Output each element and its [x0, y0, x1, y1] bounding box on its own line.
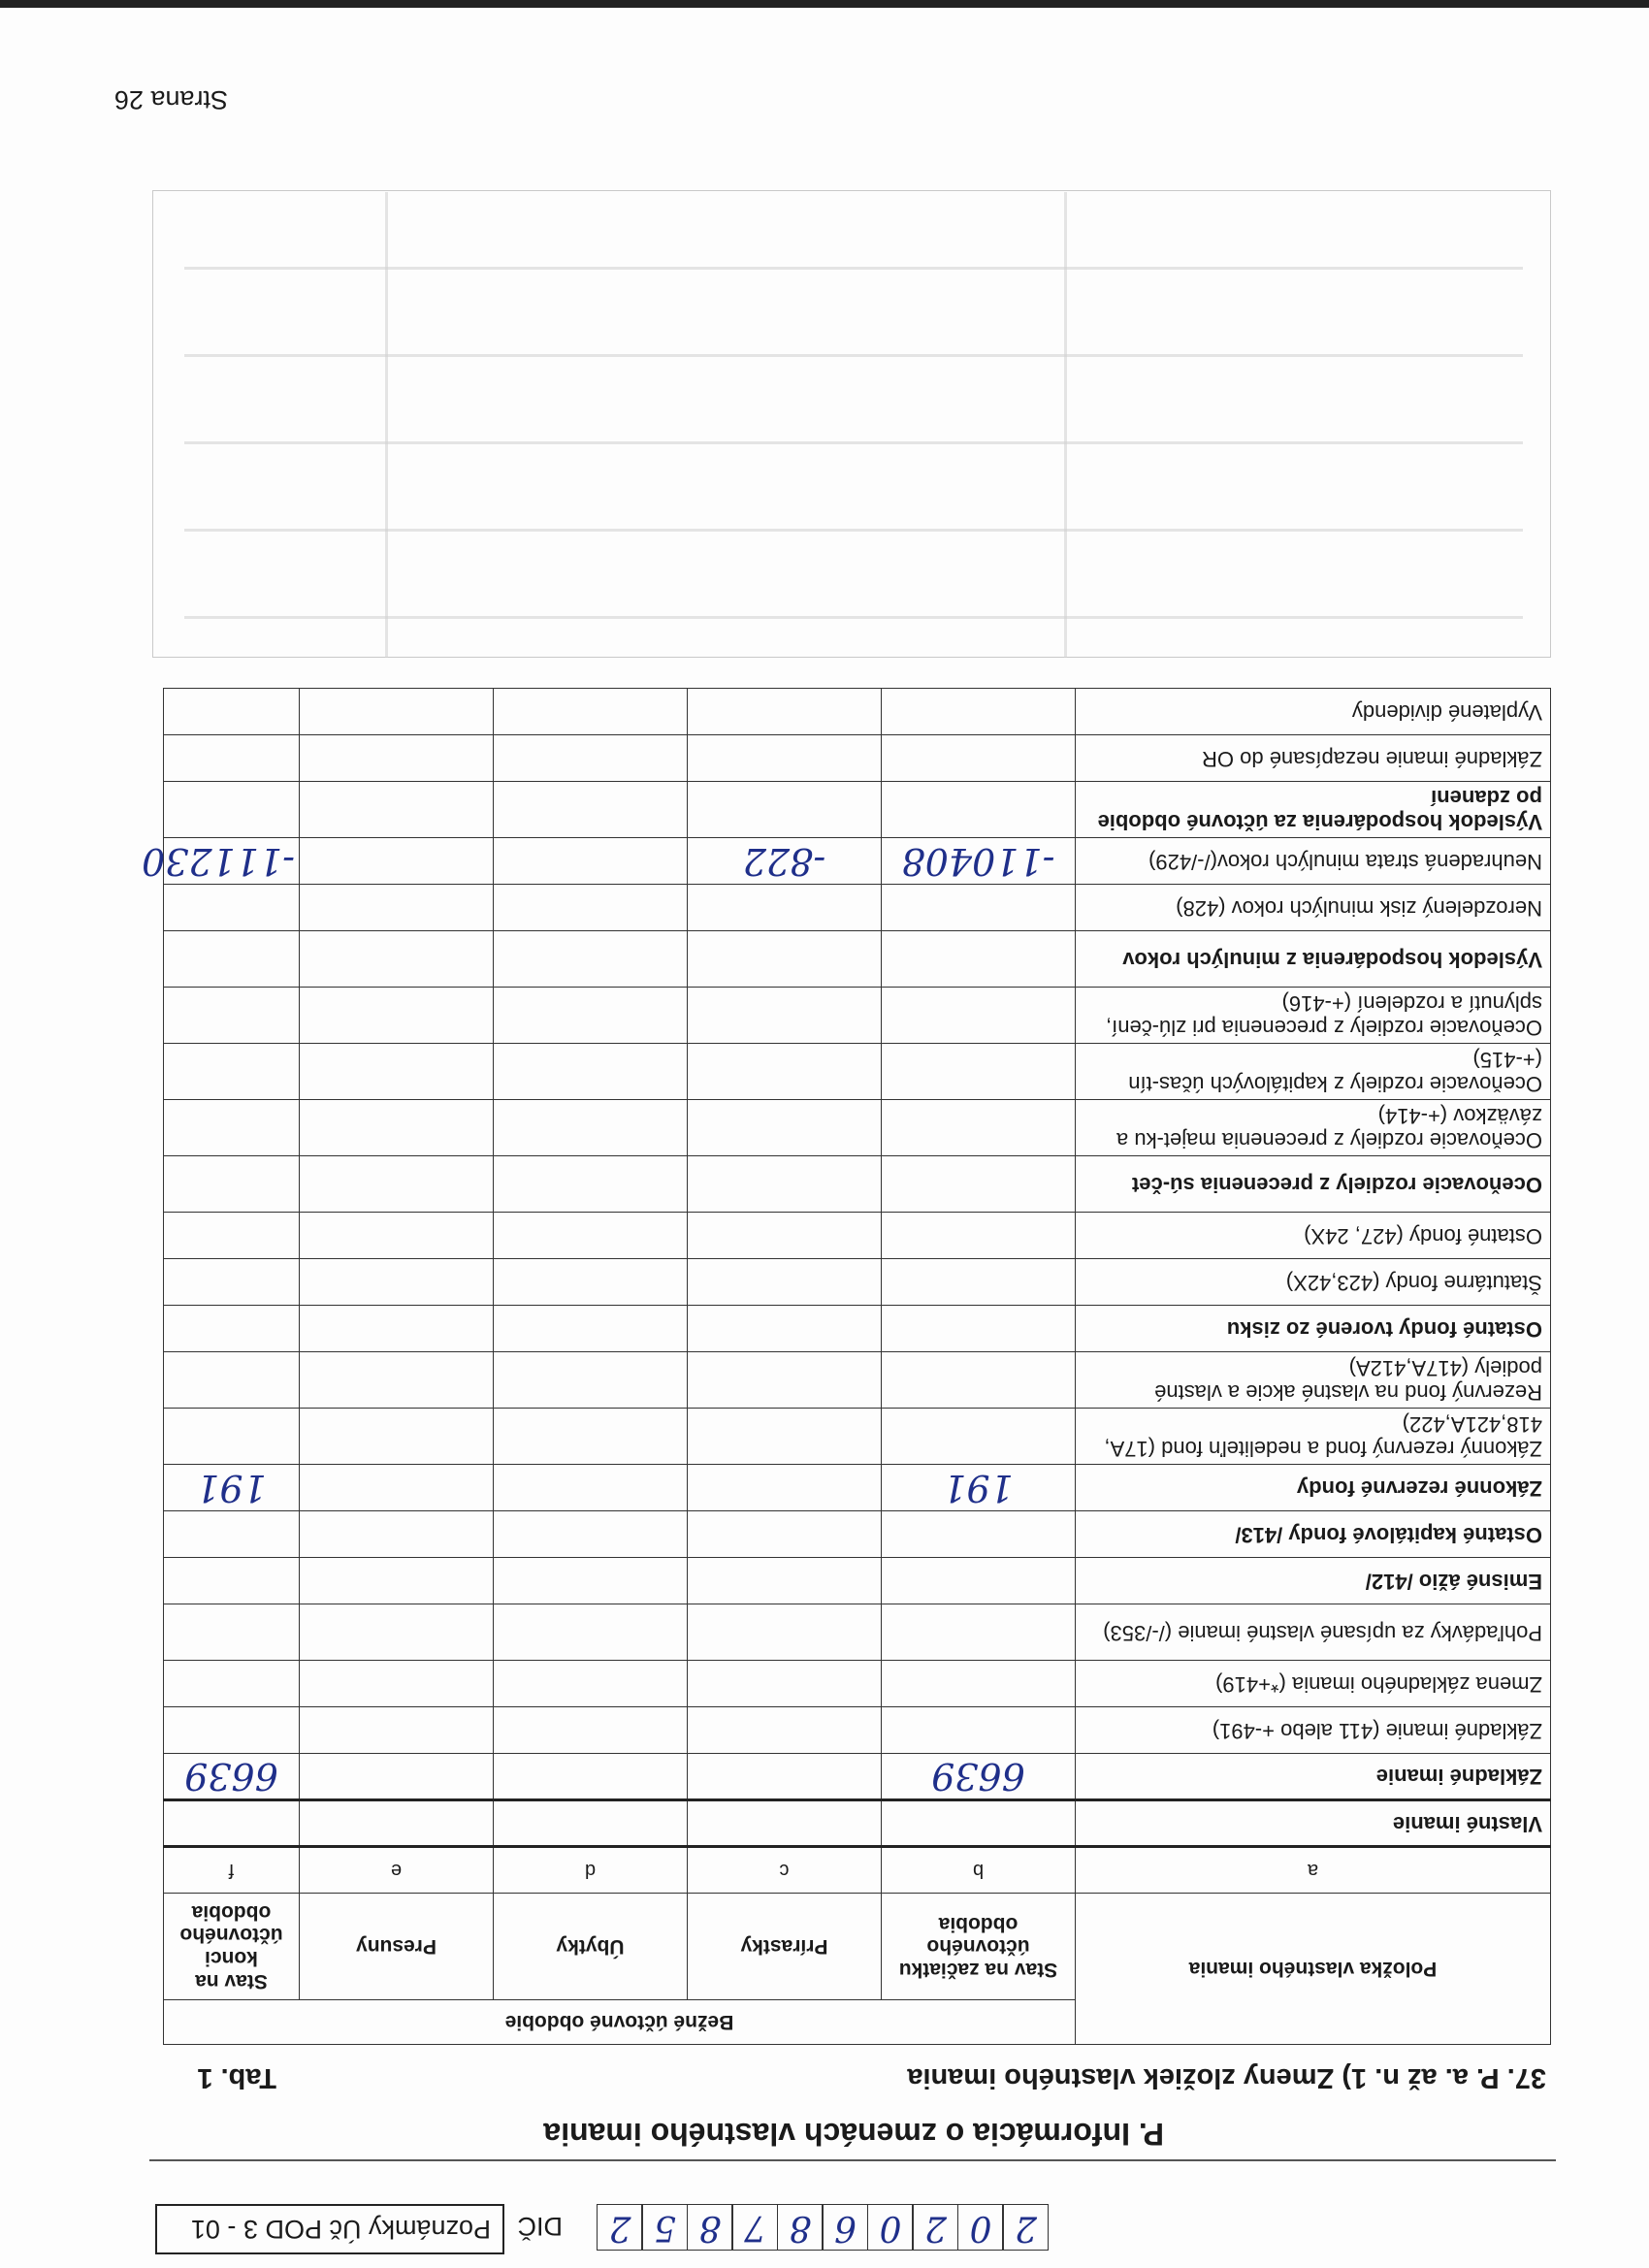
cell-value-d — [494, 782, 688, 838]
dic-label: DIČ — [517, 2212, 563, 2241]
cell-value-d — [494, 1306, 688, 1352]
table-row — [163, 988, 1550, 1044]
equity-changes-table — [142, 688, 1551, 2045]
row-label: Výsledok hospodárenia z minulých rokov — [1076, 931, 1551, 988]
cell-value-e — [300, 689, 494, 735]
cell-value-f — [163, 1511, 299, 1558]
bleed-through-line — [385, 192, 388, 658]
row-label: Zákonný rezervný fond a nedeliteľn fond (17A, 418,421A,422) — [1076, 1409, 1551, 1465]
cell-value-d — [494, 988, 688, 1044]
cell-value-d — [494, 1754, 688, 1800]
cell-value-f — [163, 1661, 299, 1707]
cell-value-d — [494, 1800, 688, 1847]
bleed-through-line — [1064, 192, 1067, 658]
cell-value-d — [494, 1707, 688, 1754]
cell-value-c — [688, 1352, 882, 1409]
cell-value-b: -110408 — [882, 838, 1076, 885]
cell-value-d — [494, 1604, 688, 1661]
cell-value-b — [882, 1558, 1076, 1604]
row-label: Vyplatené dividendy — [1076, 689, 1551, 735]
period-header: Bežné účtovné obdobie — [163, 2000, 1075, 2045]
cell-value-c — [688, 782, 882, 838]
period-header-row — [163, 2000, 1550, 2045]
row-label: Ostatné fondy tvorené zo zisku — [1076, 1306, 1551, 1352]
dic-digit-box: 5 — [642, 2204, 689, 2251]
table-row — [163, 1604, 1550, 1661]
cell-value-f — [163, 1156, 299, 1213]
cell-value-c — [688, 1754, 882, 1800]
cell-value-d — [494, 1465, 688, 1511]
cell-value-e — [300, 1100, 494, 1156]
cell-value-d — [494, 1511, 688, 1558]
cell-value-d — [494, 1352, 688, 1409]
dic-digit-box: 0 — [867, 2204, 914, 2251]
cell-value-b — [882, 735, 1076, 782]
column-letter-row — [163, 1847, 1550, 1894]
cell-value-d — [494, 1156, 688, 1213]
row-label: Nerozdelený zisk minulých rokov (428) — [1076, 885, 1551, 931]
table-subtitle: 37. P. a. až n. 1) Zmeny zložiek vlastného imania — [907, 2062, 1546, 2093]
cell-value-e — [300, 1511, 494, 1558]
cell-value-c — [688, 1044, 882, 1100]
cell-value-c — [688, 1511, 882, 1558]
cell-value-b — [882, 1259, 1076, 1306]
cell-value-b — [882, 1604, 1076, 1661]
cell-value-f: -111230 — [163, 838, 299, 885]
cell-value-f — [163, 931, 299, 988]
cell-value-f — [163, 1800, 299, 1847]
table-row — [163, 1044, 1550, 1100]
row-label: Ostatné kapitálové fondy /413/ — [1076, 1511, 1551, 1558]
table-row — [163, 1511, 1550, 1558]
table-row — [163, 1754, 1550, 1800]
cell-value-f — [163, 1213, 299, 1259]
cell-value-c — [688, 689, 882, 735]
cell-value-d — [494, 689, 688, 735]
cell-value-b — [882, 1352, 1076, 1409]
table-row — [163, 1409, 1550, 1465]
cell-value-c — [688, 1661, 882, 1707]
column-header: Stav na začiatku účtovného obdobia — [882, 1894, 1076, 2000]
cell-value-f: 6639 — [163, 1754, 299, 1800]
cell-value-f — [163, 1558, 299, 1604]
cell-value-b — [882, 1409, 1076, 1465]
cell-value-b — [882, 1800, 1076, 1847]
cell-value-f — [163, 689, 299, 735]
dic-digit-box: 8 — [687, 2204, 733, 2251]
cell-value-b — [882, 1213, 1076, 1259]
cell-value-b — [882, 931, 1076, 988]
cell-value-c — [688, 1409, 882, 1465]
table-row — [163, 1100, 1550, 1156]
cell-value-e — [300, 1707, 494, 1754]
cell-value-d — [494, 735, 688, 782]
table-row — [163, 1707, 1550, 1754]
cell-value-f — [163, 1604, 299, 1661]
cell-value-f — [163, 735, 299, 782]
cell-value-c — [688, 1213, 882, 1259]
cell-value-c — [688, 931, 882, 988]
cell-value-c — [688, 1604, 882, 1661]
dic-digit-box: 2 — [913, 2204, 959, 2251]
row-label: Ostatné fondy (427, 24X) — [1076, 1213, 1551, 1259]
cell-value-c — [688, 885, 882, 931]
table-row — [163, 689, 1550, 735]
cell-value-b — [882, 1156, 1076, 1213]
cell-value-e — [300, 1661, 494, 1707]
cell-value-c — [688, 1558, 882, 1604]
cell-value-f — [163, 1259, 299, 1306]
cell-value-c — [688, 1156, 882, 1213]
cell-value-b — [882, 689, 1076, 735]
cell-value-b — [882, 1306, 1076, 1352]
cell-value-d — [494, 838, 688, 885]
cell-value-b — [882, 1707, 1076, 1754]
cell-value-e — [300, 735, 494, 782]
page-number: Strana 26 — [113, 85, 228, 114]
cell-value-b: 6639 — [882, 1754, 1076, 1800]
cell-value-e — [300, 1306, 494, 1352]
row-label: Oceňovacie rozdiely z precenenia pri zlú-čení, splynutí a rozdelení (+-416) — [1076, 988, 1551, 1044]
cell-value-d — [494, 1100, 688, 1156]
table-row — [163, 1661, 1550, 1707]
column-header: Stav na konci účtovného obdobia — [163, 1894, 299, 2000]
cell-value-e — [300, 1754, 494, 1800]
cell-value-c — [688, 1259, 882, 1306]
cell-value-e — [300, 782, 494, 838]
cell-value-c — [688, 1465, 882, 1511]
cell-value-e — [300, 1465, 494, 1511]
dic-digit-box: 8 — [777, 2204, 824, 2251]
cell-value-f — [163, 1352, 299, 1409]
row-label: Emisné ážio /412/ — [1076, 1558, 1551, 1604]
table-row — [163, 1156, 1550, 1213]
table-row — [163, 1213, 1550, 1259]
column-header-item: Položka vlastného imania — [1076, 1894, 1551, 2045]
cell-value-b — [882, 988, 1076, 1044]
row-label: Oceňovacie rozdiely z precenenia sú-čet — [1076, 1156, 1551, 1213]
row-label: Oceňovacie rozdiely z kapitálových účas-tín (+-415) — [1076, 1044, 1551, 1100]
row-label: Pohľadávky za upísané vlastné imanie (/-/353) — [1076, 1604, 1551, 1661]
cell-value-c — [688, 1800, 882, 1847]
dic-digit-box: 0 — [957, 2204, 1004, 2251]
column-letter: e — [300, 1847, 494, 1894]
row-label: Vlastné imanie — [1076, 1800, 1551, 1847]
dic-digit-box: 2 — [597, 2204, 643, 2251]
table-row — [163, 1352, 1550, 1409]
table-row — [163, 1800, 1550, 1847]
cell-value-e — [300, 988, 494, 1044]
table-row — [163, 735, 1550, 782]
column-letter: a — [1076, 1847, 1551, 1894]
cell-value-d — [494, 1213, 688, 1259]
row-label: Základné imanie (411 alebo +-491) — [1076, 1707, 1551, 1754]
row-label: Zákonné rezervné fondy — [1076, 1465, 1551, 1511]
cell-value-d — [494, 1044, 688, 1100]
column-header: Úbytky — [494, 1894, 688, 2000]
cell-value-e — [300, 1156, 494, 1213]
table-row — [163, 1465, 1550, 1511]
cell-value-e — [300, 885, 494, 931]
column-letter: d — [494, 1847, 688, 1894]
cell-value-b: 191 — [882, 1465, 1076, 1511]
cell-value-f — [163, 1044, 299, 1100]
cell-value-f — [163, 1409, 299, 1465]
dic-digit-box: 6 — [823, 2204, 869, 2251]
table-row — [163, 782, 1550, 838]
row-label: Rezervný fond na vlastné akcie a vlastné podiely (417A,412A) — [1076, 1352, 1551, 1409]
cell-value-e — [300, 1409, 494, 1465]
row-label: Neuhradená strata minulých rokov(/-/429) — [1076, 838, 1551, 885]
cell-value-e — [300, 1259, 494, 1306]
cell-value-b — [882, 1100, 1076, 1156]
cell-value-b — [882, 782, 1076, 838]
cell-value-d — [494, 885, 688, 931]
cell-value-f: 191 — [163, 1465, 299, 1511]
row-label: Základné imanie — [1076, 1754, 1551, 1800]
cell-value-c — [688, 988, 882, 1044]
column-header: Presuny — [300, 1894, 494, 2000]
column-letter: b — [882, 1847, 1076, 1894]
cell-value-c: -822 — [688, 838, 882, 885]
table-label: Tab. 1 — [197, 2062, 276, 2093]
cell-value-c — [688, 1707, 882, 1754]
row-label: Základné imanie nezapísané do OR — [1076, 735, 1551, 782]
row-label: Oceňovacie rozdiely z precenenia majet-ku a záväzkov (+-414) — [1076, 1100, 1551, 1156]
cell-value-d — [494, 1558, 688, 1604]
dic-digit-box: 7 — [732, 2204, 779, 2251]
cell-value-e — [300, 1558, 494, 1604]
column-letter: c — [688, 1847, 882, 1894]
dic-digit-box: 2 — [1003, 2204, 1050, 2251]
column-letter: f — [163, 1847, 299, 1894]
cell-value-d — [494, 1259, 688, 1306]
column-header: Prírastky — [688, 1894, 882, 2000]
section-title: P. Informácia o zmenách vlastného imania — [543, 2117, 1164, 2152]
cell-value-e — [300, 931, 494, 988]
header-rule — [149, 2159, 1556, 2161]
cell-value-f — [163, 1707, 299, 1754]
table-row — [163, 1558, 1550, 1604]
cell-value-b — [882, 1661, 1076, 1707]
cell-value-f — [163, 885, 299, 931]
bleed-through-table — [152, 190, 1551, 658]
cell-value-f — [163, 1100, 299, 1156]
cell-value-c — [688, 1306, 882, 1352]
cell-value-c — [688, 735, 882, 782]
row-label: Výsledok hospodárenia za účtovné obdobie po zdanení — [1076, 782, 1551, 838]
cell-value-b — [882, 1044, 1076, 1100]
cell-value-e — [300, 1800, 494, 1847]
row-label: Zmena základného imania (*+419) — [1076, 1661, 1551, 1707]
table-row — [163, 838, 1550, 885]
cell-value-f — [163, 1306, 299, 1352]
cell-value-f — [163, 988, 299, 1044]
cell-value-e — [300, 1044, 494, 1100]
table-row — [163, 885, 1550, 931]
cell-value-e — [300, 1352, 494, 1409]
cell-value-e — [300, 838, 494, 885]
cell-value-e — [300, 1604, 494, 1661]
cell-value-f — [163, 782, 299, 838]
row-label: Štatutárne fondy (423,42X) — [1076, 1259, 1551, 1306]
cell-value-d — [494, 1409, 688, 1465]
form-title-box — [155, 2204, 504, 2254]
cell-value-d — [494, 931, 688, 988]
cell-value-c — [688, 1100, 882, 1156]
table-row — [163, 1306, 1550, 1352]
cell-value-e — [300, 1213, 494, 1259]
table-row — [163, 1259, 1550, 1306]
cell-value-d — [494, 1661, 688, 1707]
table-row — [163, 931, 1550, 988]
form-title: Poznámky Úč POD 3 - 01 — [190, 2215, 491, 2244]
cell-value-b — [882, 885, 1076, 931]
cell-value-b — [882, 1511, 1076, 1558]
dic-digit-boxes — [597, 2202, 1048, 2251]
